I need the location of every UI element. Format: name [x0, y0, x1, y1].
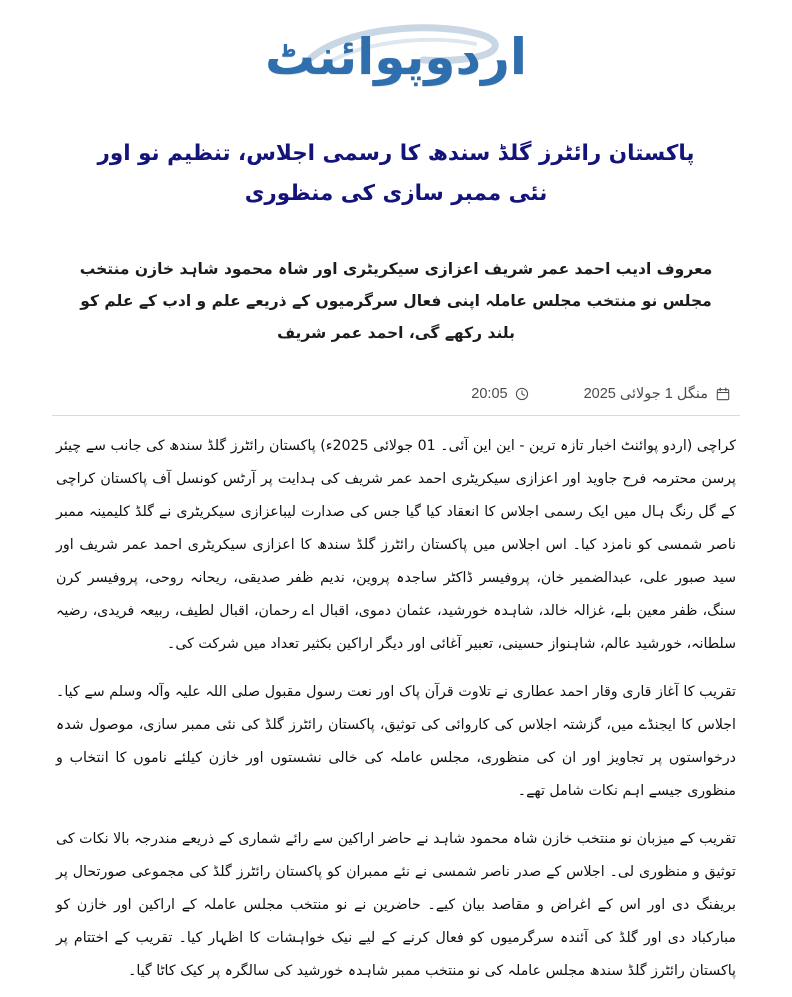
publish-time-text: 20:05	[471, 386, 508, 403]
article-headline: پاکستان رائٹرز گلڈ سندھ کا رسمی اجلاس، تنظیم نو اور نئی ممبر سازی کی منظوری	[97, 141, 695, 207]
site-logo[interactable]	[261, 22, 531, 96]
article-paragraph: کراچی (اردو پوائنٹ اخبار تازہ ترین - این این آئی۔ 01 جولائی 2025ء) پاکستان رائٹرز گلڈ سندھ کی جانب سے چیئر پرسن محترمہ فرح جاوید اور اعزازی سیکریٹری احمد عمر شریف کی ہدایت پر آرٹس کونسل آف پاکستان کراچی کے گل رنگ ہال میں ایک رسمی اجلاس کا انعقاد کیا گیا جس کی صدارت لیباعزازی سیکریٹری نے گلڈ کلیمینہ ممبر ناصر شمسی کو نامزد کیا۔ اس اجلاس میں پاکستان رائٹرز گلڈ سندھ کا اعزازی سیکریٹری احمد عمر شریف اور سید صبور علی، عبدالضمیر خان، پروفیسر ڈاکٹر ساجدہ پروین، ندیم ظفر صدیقی، ریحانہ روحی، پروفیسر کرن سنگ، ظفر معین بلے، غزالہ خالد، شاہدہ خورشید، عثمان دموی، اقبال اے رحمان، اقبال لطیف، ربیعہ فریدی، رضیہ سلطانہ، خورشید عالم، شاہنواز حسینی، تعبیر آغائی اور دیگر اراکین بکثیر تعداد میں شرکت کی۔	[56, 438, 736, 653]
article-meta-bar	[0, 362, 792, 402]
site-logo-text: اردوپوائنٹ	[264, 28, 528, 86]
publish-date	[584, 386, 730, 402]
publish-date-text: منگل 1 جولائی 2025	[583, 386, 708, 403]
article-paragraph: تقریب کا آغاز قاری وقار احمد عطاری نے تلاوت قرآن پاک اور نعت رسول مقبول صلی اللہ علیہ وآلہ وسلم سے کیا۔ اجلاس کا ایجنڈے میں، گزشتہ اجلاس کی کاروائی کی توثیق، پاکستان رائٹرز گلڈ کی نئی ممبر سازی، موصول شدہ درخواستوں پر تجاویز اور ان کی منظوری، مجلس عاملہ کی خالی نشستوں اور خازن کیلئے ناموں کا انتخاب و منظوری جیسے اہم نکات شامل تھے۔	[56, 684, 736, 799]
clock-icon	[515, 387, 530, 402]
article-body	[0, 416, 792, 997]
calendar-icon	[715, 387, 730, 402]
article-subheadline: معروف ادیب احمد عمر شریف اعزازی سیکریٹری اور شاہ محمود شاہد خازن منتخب مجلس نو منتخب مجلس عاملہ اپنی فعال سرگرمیوں کے ذریعے علم و ادب کے علم کو بلند رکھے گی، احمد عمر شریف	[79, 260, 713, 342]
article-paragraph: تقریب کے میزبان نو منتخب خازن شاہ محمود شاہد نے حاضر اراکین سے رائے شماری کے ذریعے مندرجہ بالا نکات کی توثیق و منظوری لی۔ اجلاس کے صدر ناصر شمسی نے نئے ممبران کو پاکستان رائٹرز گلڈ کی مجموعی صورتحال پر بریفنگ دی اور اس کے اغراض و مقاصد بیان کیے۔ حاضرین نے نو منتخب مجلس عاملہ کے اراکین اور خازن کو مبارکباد دی اور گلڈ کی آئندہ سرگرمیوں کو فعال کرنے کے لیے نیک خواہشات کا اظہار کیا۔ تقریب کے اختتام پر پاکستان رائٹرز گلڈ سندھ مجلس عاملہ کی نو منتخب ممبر شاہدہ خورشید کی سالگرہ پر کیک کاٹا گیا۔	[56, 830, 736, 979]
publish-time	[471, 386, 529, 402]
site-header	[0, 0, 792, 104]
